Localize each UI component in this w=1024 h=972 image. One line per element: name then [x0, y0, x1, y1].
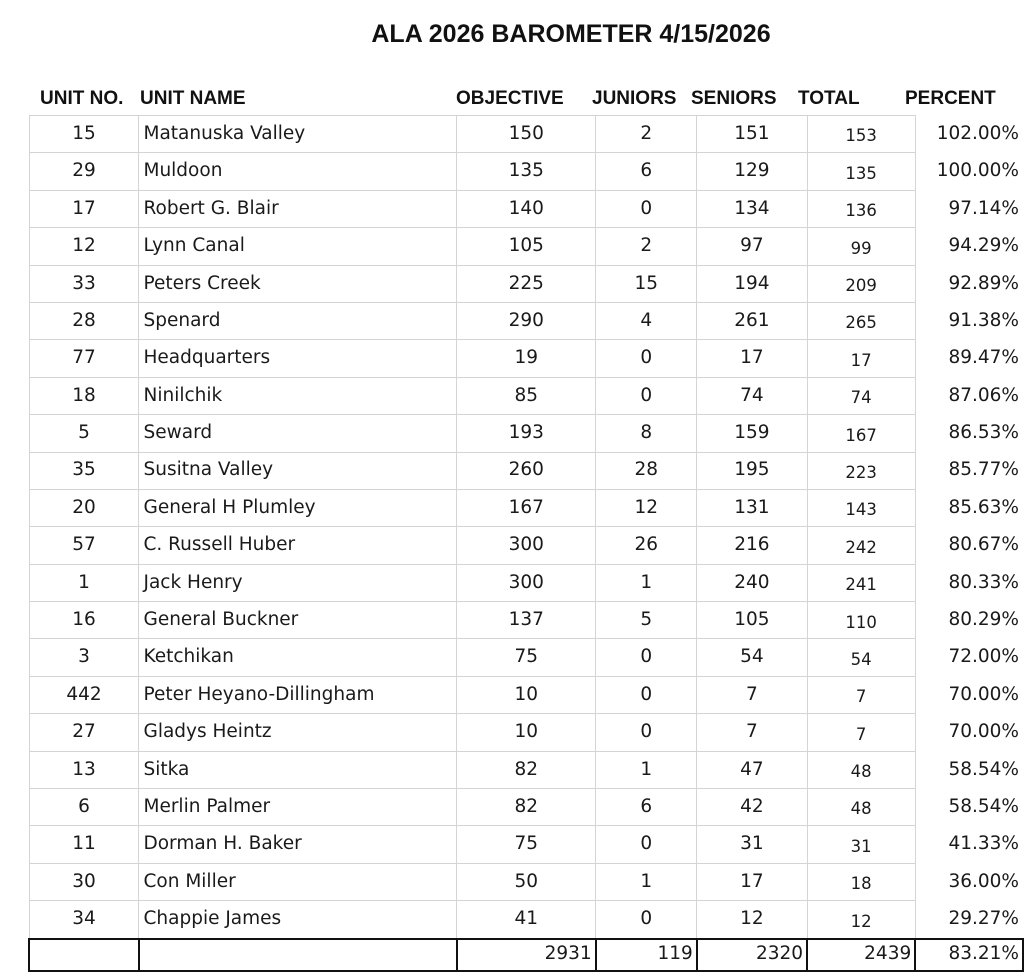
cell-seniors: 134 [697, 190, 807, 227]
cell-juniors: 4 [596, 302, 697, 339]
cell-percent: 70.00% [915, 676, 1023, 713]
cell-total: 7 [807, 676, 915, 713]
cell-total: 99 [807, 228, 915, 265]
cell-unit-no: 29 [29, 153, 139, 190]
cell-seniors: 74 [697, 377, 807, 414]
cell-seniors: 240 [697, 564, 807, 601]
cell-total: 17 [807, 340, 915, 377]
table-row [29, 901, 1023, 939]
cell-juniors: 1 [596, 863, 697, 900]
cell-objective: 135 [457, 153, 596, 190]
cell-objective: 140 [457, 190, 596, 227]
cell-seniors: 129 [697, 153, 807, 190]
cell-juniors: 2 [596, 116, 697, 153]
cell-seniors: 54 [697, 639, 807, 676]
cell-objective: 260 [457, 452, 596, 489]
cell-unit-name: General H Plumley [139, 489, 457, 526]
cell-unit-no: 17 [29, 190, 139, 227]
cell-unit-no: 11 [29, 826, 139, 863]
cell-juniors: 28 [596, 452, 697, 489]
cell-total: 143 [807, 489, 915, 526]
cell-unit-name: Ketchikan [139, 639, 457, 676]
cell-unit-name: Con Miller [139, 863, 457, 900]
header-objective: OBJECTIVE [456, 88, 564, 109]
cell-total: 209 [807, 265, 915, 302]
cell-unit-no: 12 [29, 228, 139, 265]
cell-unit-no: 30 [29, 863, 139, 900]
cell-objective: 19 [457, 340, 596, 377]
cell-unit-no: 442 [29, 676, 139, 713]
cell-juniors: 6 [596, 789, 697, 826]
table-row [29, 116, 1023, 153]
cell-percent: 102.00% [915, 116, 1023, 153]
cell-total: 18 [807, 863, 915, 900]
cell-unit-name: Headquarters [139, 340, 457, 377]
cell-percent: 91.38% [915, 302, 1023, 339]
table-row [29, 377, 1023, 414]
header-percent: PERCENT [905, 88, 996, 109]
cell-juniors: 15 [596, 265, 697, 302]
cell-juniors: 0 [596, 901, 697, 939]
cell-objective: 75 [457, 639, 596, 676]
cell-juniors: 0 [596, 190, 697, 227]
table-row [29, 789, 1023, 826]
cell-unit-no: 35 [29, 452, 139, 489]
cell-total: 7 [807, 714, 915, 751]
cell-total: 74 [807, 377, 915, 414]
cell-unit-name: C. Russell Huber [139, 527, 457, 564]
cell-percent: 94.29% [915, 228, 1023, 265]
cell-unit-name: Chappie James [139, 901, 457, 939]
cell-juniors: 6 [596, 153, 697, 190]
cell-unit-no: 5 [29, 415, 139, 452]
cell-seniors: 17 [697, 340, 807, 377]
cell-objective: 50 [457, 863, 596, 900]
cell-unit-name: Susitna Valley [139, 452, 457, 489]
totals-row [29, 939, 1023, 971]
cell-juniors: 5 [596, 602, 697, 639]
total-cell-total: 2439 [807, 939, 915, 971]
table-row [29, 340, 1023, 377]
cell-percent: 92.89% [915, 265, 1023, 302]
cell-unit-name: Lynn Canal [139, 228, 457, 265]
cell-percent: 100.00% [915, 153, 1023, 190]
cell-juniors: 12 [596, 489, 697, 526]
cell-total: 135 [807, 153, 915, 190]
cell-seniors: 195 [697, 452, 807, 489]
cell-percent: 85.77% [915, 452, 1023, 489]
cell-objective: 82 [457, 751, 596, 788]
cell-percent: 86.53% [915, 415, 1023, 452]
cell-juniors: 0 [596, 340, 697, 377]
cell-juniors: 2 [596, 228, 697, 265]
total-cell-seniors: 2320 [697, 939, 807, 971]
cell-percent: 36.00% [915, 863, 1023, 900]
cell-seniors: 159 [697, 415, 807, 452]
cell-percent: 70.00% [915, 714, 1023, 751]
cell-seniors: 7 [697, 714, 807, 751]
cell-unit-no: 28 [29, 302, 139, 339]
cell-juniors: 0 [596, 676, 697, 713]
cell-juniors: 0 [596, 714, 697, 751]
total-cell-unit-no [29, 939, 139, 971]
header-unit-name: UNIT NAME [140, 88, 246, 109]
cell-unit-name: Muldoon [139, 153, 457, 190]
cell-percent: 58.54% [915, 789, 1023, 826]
header-total: TOTAL [798, 88, 860, 109]
cell-unit-name: Spenard [139, 302, 457, 339]
cell-unit-name: Jack Henry [139, 564, 457, 601]
cell-unit-name: Sitka [139, 751, 457, 788]
cell-objective: 105 [457, 228, 596, 265]
cell-unit-name: Matanuska Valley [139, 116, 457, 153]
page-title: ALA 2026 BAROMETER 4/15/2026 [371, 20, 771, 48]
header-seniors: SENIORS [691, 88, 777, 109]
cell-percent: 80.67% [915, 527, 1023, 564]
cell-seniors: 261 [697, 302, 807, 339]
cell-unit-no: 3 [29, 639, 139, 676]
cell-percent: 80.33% [915, 564, 1023, 601]
cell-total: 31 [807, 826, 915, 863]
cell-unit-no: 13 [29, 751, 139, 788]
cell-juniors: 0 [596, 639, 697, 676]
cell-seniors: 31 [697, 826, 807, 863]
cell-seniors: 131 [697, 489, 807, 526]
barometer-table-body [29, 116, 1023, 971]
cell-objective: 10 [457, 676, 596, 713]
cell-objective: 193 [457, 415, 596, 452]
table-row [29, 863, 1023, 900]
cell-objective: 300 [457, 564, 596, 601]
cell-percent: 80.29% [915, 602, 1023, 639]
cell-percent: 58.54% [915, 751, 1023, 788]
cell-unit-no: 18 [29, 377, 139, 414]
table-row [29, 228, 1023, 265]
cell-juniors: 8 [596, 415, 697, 452]
cell-juniors: 1 [596, 751, 697, 788]
cell-juniors: 1 [596, 564, 697, 601]
cell-unit-no: 1 [29, 564, 139, 601]
table-row [29, 190, 1023, 227]
cell-percent: 29.27% [915, 901, 1023, 939]
cell-unit-no: 20 [29, 489, 139, 526]
table-row [29, 527, 1023, 564]
cell-objective: 150 [457, 116, 596, 153]
cell-objective: 225 [457, 265, 596, 302]
cell-total: 242 [807, 527, 915, 564]
cell-seniors: 7 [697, 676, 807, 713]
cell-percent: 85.63% [915, 489, 1023, 526]
table-row [29, 489, 1023, 526]
cell-percent: 41.33% [915, 826, 1023, 863]
cell-unit-no: 27 [29, 714, 139, 751]
cell-objective: 10 [457, 714, 596, 751]
cell-seniors: 42 [697, 789, 807, 826]
table-row [29, 153, 1023, 190]
cell-seniors: 97 [697, 228, 807, 265]
cell-objective: 41 [457, 901, 596, 939]
cell-total: 153 [807, 116, 915, 153]
table-row [29, 826, 1023, 863]
cell-unit-name: Dorman H. Baker [139, 826, 457, 863]
cell-unit-no: 57 [29, 527, 139, 564]
cell-unit-no: 77 [29, 340, 139, 377]
cell-objective: 75 [457, 826, 596, 863]
cell-unit-name: Peters Creek [139, 265, 457, 302]
table-row [29, 415, 1023, 452]
total-cell-percent: 83.21% [915, 939, 1023, 971]
cell-unit-no: 16 [29, 602, 139, 639]
table-row [29, 302, 1023, 339]
total-cell-juniors: 119 [596, 939, 697, 971]
cell-unit-name: Ninilchik [139, 377, 457, 414]
table-row [29, 452, 1023, 489]
cell-unit-name: Robert G. Blair [139, 190, 457, 227]
cell-objective: 82 [457, 789, 596, 826]
cell-unit-name: Seward [139, 415, 457, 452]
table-row [29, 639, 1023, 676]
table-row [29, 751, 1023, 788]
cell-unit-no: 15 [29, 116, 139, 153]
cell-total: 223 [807, 452, 915, 489]
cell-total: 48 [807, 751, 915, 788]
cell-total: 136 [807, 190, 915, 227]
cell-total: 167 [807, 415, 915, 452]
cell-total: 48 [807, 789, 915, 826]
cell-unit-no: 6 [29, 789, 139, 826]
cell-objective: 137 [457, 602, 596, 639]
cell-percent: 87.06% [915, 377, 1023, 414]
table-row [29, 265, 1023, 302]
cell-total: 265 [807, 302, 915, 339]
cell-seniors: 47 [697, 751, 807, 788]
cell-seniors: 105 [697, 602, 807, 639]
cell-percent: 72.00% [915, 639, 1023, 676]
cell-juniors: 26 [596, 527, 697, 564]
cell-total: 241 [807, 564, 915, 601]
cell-juniors: 0 [596, 826, 697, 863]
table-row [29, 602, 1023, 639]
cell-juniors: 0 [596, 377, 697, 414]
cell-percent: 97.14% [915, 190, 1023, 227]
cell-seniors: 216 [697, 527, 807, 564]
cell-percent: 89.47% [915, 340, 1023, 377]
header-unit-no: UNIT NO. [40, 88, 124, 109]
cell-objective: 300 [457, 527, 596, 564]
cell-unit-no: 33 [29, 265, 139, 302]
cell-total: 110 [807, 602, 915, 639]
table-row [29, 564, 1023, 601]
cell-total: 12 [807, 901, 915, 939]
cell-unit-name: Merlin Palmer [139, 789, 457, 826]
cell-seniors: 151 [697, 116, 807, 153]
cell-total: 54 [807, 639, 915, 676]
cell-seniors: 17 [697, 863, 807, 900]
cell-objective: 290 [457, 302, 596, 339]
table-row [29, 676, 1023, 713]
table-row [29, 714, 1023, 751]
cell-objective: 167 [457, 489, 596, 526]
cell-unit-name: Peter Heyano-Dillingham [139, 676, 457, 713]
cell-unit-name: General Buckner [139, 602, 457, 639]
total-cell-objective: 2931 [457, 939, 596, 971]
cell-seniors: 12 [697, 901, 807, 939]
cell-seniors: 194 [697, 265, 807, 302]
total-cell-unit-name [139, 939, 457, 971]
cell-unit-no: 34 [29, 901, 139, 939]
header-juniors: JUNIORS [592, 88, 677, 109]
cell-objective: 85 [457, 377, 596, 414]
cell-unit-name: Gladys Heintz [139, 714, 457, 751]
barometer-table [28, 115, 1024, 972]
